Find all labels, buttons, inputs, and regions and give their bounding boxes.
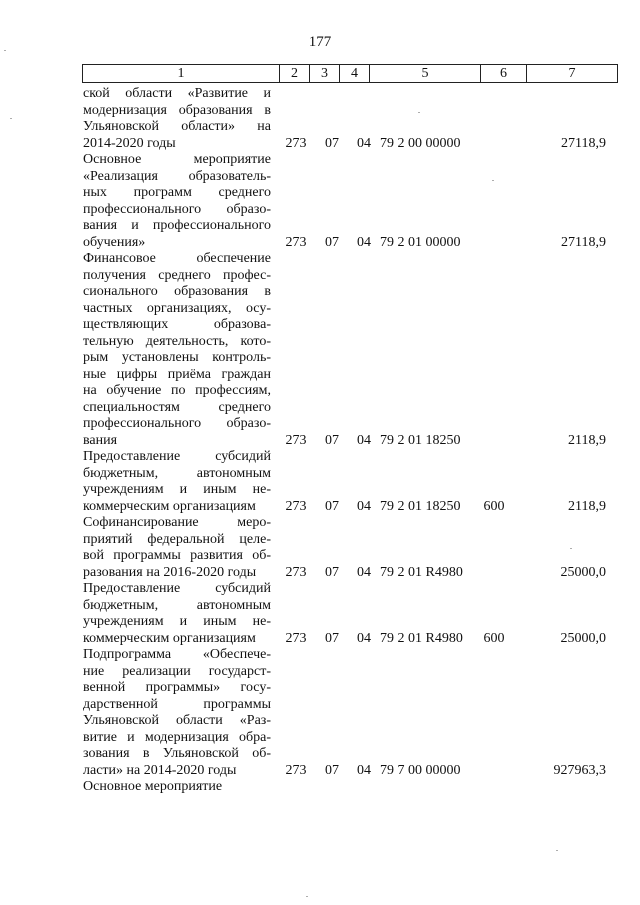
row-description-line: получения среднего профес- bbox=[83, 267, 271, 283]
row-amount: 27118,9 bbox=[561, 234, 606, 250]
row-description-line: ласти» на 2014-2020 годы bbox=[83, 762, 237, 778]
row-subsection-code: 04 bbox=[357, 762, 371, 778]
row-subsection-code: 04 bbox=[357, 432, 371, 448]
row-subsection-code: 04 bbox=[357, 234, 371, 250]
row-description-line: сионального образования в bbox=[83, 284, 271, 299]
row-description-line: профессионального образо- bbox=[83, 201, 271, 217]
row-section-code: 07 bbox=[325, 135, 339, 151]
row-description-line: бюджетным, автономным bbox=[83, 597, 271, 613]
scan-speck bbox=[492, 180, 494, 181]
row-description-line: ществляющих образова- bbox=[83, 317, 271, 332]
row-description-line: вания и профессионального bbox=[83, 218, 271, 233]
row-description-line: приятий федеральной целе- bbox=[83, 531, 271, 547]
row-description-line: ные цифры приёма граждан bbox=[83, 366, 271, 382]
row-grbs-code: 273 bbox=[285, 498, 307, 514]
row-target-article: 79 2 01 R4980 bbox=[380, 564, 463, 580]
row-expense-type: 600 bbox=[483, 498, 505, 514]
scan-speck bbox=[4, 50, 6, 51]
row-target-article: 79 7 00 00000 bbox=[380, 762, 461, 778]
row-description-line: модернизация образования в bbox=[83, 102, 271, 118]
row-description-line: витие и модернизация обра- bbox=[83, 729, 271, 745]
row-description-line: дарственной программы bbox=[83, 696, 271, 712]
row-description-line: Ульяновской области» на bbox=[83, 119, 271, 134]
row-description-line: обучения» bbox=[83, 234, 146, 250]
row-grbs-code: 273 bbox=[285, 432, 307, 448]
row-grbs-code: 273 bbox=[285, 234, 307, 250]
row-section-code: 07 bbox=[325, 432, 339, 448]
row-description-line: Предоставление субсидий bbox=[83, 449, 271, 464]
column-header-2: 2 bbox=[280, 65, 310, 83]
row-target-article: 79 2 01 18250 bbox=[380, 498, 461, 514]
column-header-row bbox=[82, 64, 618, 83]
row-description-line: разования на 2016-2020 годы bbox=[83, 564, 257, 580]
row-description-line: ской области «Развитие и bbox=[83, 86, 271, 101]
row-description-line: тельную деятельность, кото- bbox=[83, 333, 271, 349]
column-header-7: 7 bbox=[527, 65, 618, 83]
row-grbs-code: 273 bbox=[285, 564, 307, 580]
column-header-4: 4 bbox=[340, 65, 370, 83]
row-description-line: коммерческим организациям bbox=[83, 630, 256, 646]
column-header-6: 6 bbox=[481, 65, 527, 83]
row-description-line: ние реализации государст- bbox=[83, 663, 271, 679]
row-description-line: коммерческим организациям bbox=[83, 498, 256, 514]
row-description-line: 2014-2020 годы bbox=[83, 135, 176, 151]
row-section-code: 07 bbox=[325, 234, 339, 250]
row-section-code: 07 bbox=[325, 564, 339, 580]
row-description-line: профессионального образо- bbox=[83, 416, 271, 431]
page-number: 177 bbox=[308, 34, 332, 50]
row-amount: 927963,3 bbox=[553, 762, 606, 778]
row-description-line: вания bbox=[83, 432, 118, 448]
row-section-code: 07 bbox=[325, 498, 339, 514]
row-expense-type: 600 bbox=[483, 630, 505, 646]
row-amount: 25000,0 bbox=[560, 630, 606, 646]
row-subsection-code: 04 bbox=[357, 135, 371, 151]
row-description-line: Предоставление субсидий bbox=[83, 581, 271, 596]
scan-speck bbox=[418, 112, 420, 113]
row-amount: 27118,9 bbox=[561, 135, 606, 151]
row-subsection-code: 04 bbox=[357, 564, 371, 580]
row-grbs-code: 273 bbox=[285, 630, 307, 646]
row-section-code: 07 bbox=[325, 762, 339, 778]
scan-speck bbox=[306, 896, 308, 897]
scan-speck bbox=[10, 118, 12, 119]
row-description-line: вой программы развития об- bbox=[83, 548, 271, 563]
column-header-1: 1 bbox=[83, 65, 280, 83]
scan-speck bbox=[556, 850, 558, 851]
row-description-line: Подпрограмма «Обеспече- bbox=[83, 647, 271, 662]
scan-speck bbox=[570, 548, 572, 549]
row-description-line: Финансовое обеспечение bbox=[83, 251, 271, 266]
row-subsection-code: 04 bbox=[357, 498, 371, 514]
column-header-5: 5 bbox=[370, 65, 481, 83]
row-description-line: рым установлены контроль- bbox=[83, 350, 271, 365]
row-target-article: 79 2 00 00000 bbox=[380, 135, 461, 151]
row-description-line: «Реализация образователь- bbox=[83, 168, 271, 184]
row-description-line: Ульяновской области «Раз- bbox=[83, 713, 271, 728]
row-description-line: учреждениям и иным не- bbox=[83, 482, 271, 497]
row-description-line: ных программ среднего bbox=[83, 185, 271, 200]
row-description-line: бюджетным, автономным bbox=[83, 465, 271, 481]
row-target-article: 79 2 01 00000 bbox=[380, 234, 461, 250]
row-description-line: на обучение по профессиям, bbox=[83, 383, 271, 398]
row-description-line: Основное мероприятие bbox=[83, 152, 271, 167]
column-header-3: 3 bbox=[310, 65, 340, 83]
row-amount: 25000,0 bbox=[560, 564, 606, 580]
row-description-line: специальностям среднего bbox=[83, 399, 271, 415]
row-description-line: зования в Ульяновской об- bbox=[83, 746, 271, 761]
row-grbs-code: 273 bbox=[285, 762, 307, 778]
row-subsection-code: 04 bbox=[357, 630, 371, 646]
row-amount: 2118,9 bbox=[568, 498, 606, 514]
row-section-code: 07 bbox=[325, 630, 339, 646]
row-description-line: Софинансирование меро- bbox=[83, 515, 271, 530]
row-description-line: венной программы» госу- bbox=[83, 680, 271, 695]
row-description-line: частных организациях, осу- bbox=[83, 300, 271, 316]
row-description-line: Основное мероприятие bbox=[83, 779, 223, 794]
row-target-article: 79 2 01 18250 bbox=[380, 432, 461, 448]
row-description-line: учреждениям и иным не- bbox=[83, 614, 271, 629]
row-target-article: 79 2 01 R4980 bbox=[380, 630, 463, 646]
row-grbs-code: 273 bbox=[285, 135, 307, 151]
row-amount: 2118,9 bbox=[568, 432, 606, 448]
